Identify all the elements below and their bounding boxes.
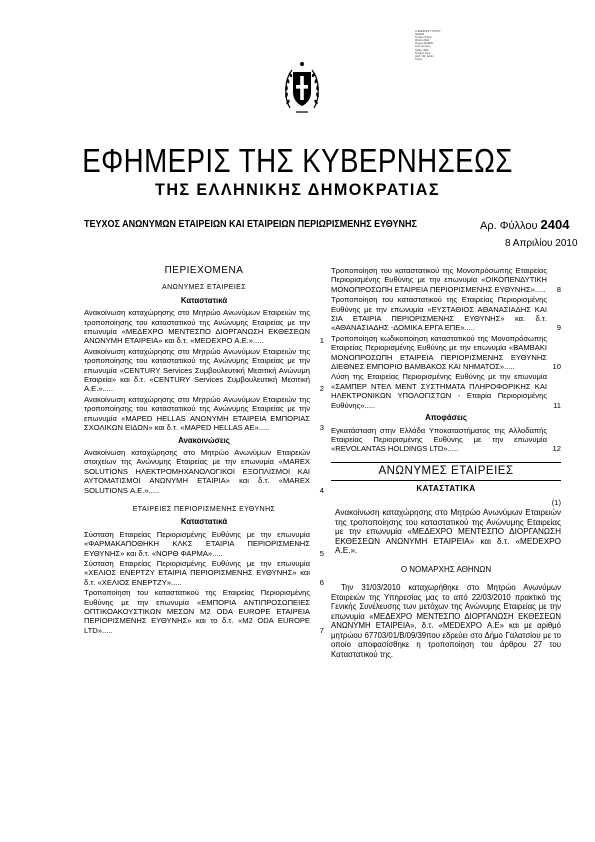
print-info-notes [415, 30, 475, 61]
toc-entry-text: Ανακοίνωση καταχώρησης στο Μητρώο Ανωνύμων Εταιρειών στοιχείων της Ανώνυμης Εταιρείας με την επωνυμία «MAREX SOLUTIONS ΗΛΕΚΤΡΟΜΗΧΑΝΟΛΟΓΙΚΟΙ ΕΞΟΠΛΙΣΜΟΙ ΚΑΙ ΑΥΤΟΜΑΤΙΣΜΟΙ ΑΝΩΝΥΜΗ ΕΤΑΙΡΙΑ» και δ.τ. «MAREX SOLUTIONS Α.Ε.»..... [84, 447, 310, 495]
toc-left-column [84, 266, 324, 636]
toc-entry-page: 1 [319, 336, 324, 346]
toc-entry-page: 10 [552, 362, 561, 372]
article-paragraph: Την 31/03/2010 καταχωρήθηκε στο Μητρώο Ανωνύμων Εταιρειών της Υπηρεσίας μας το από 22/03/2010 πρακτικό της Γενικής Συνέλευσης των μετόχων της Ανώνυμης Εταιρείας με την επωνυμία «ΜΕΔΕΧΡΟ ΜΕΝΤΕΣΠΟ ΔΙΟΡΓΑΝΩΣΗ ΕΚΘΕΣΕΩΝ ΑΝΩΝΥΜΗ ΕΤΑΙΡΕΙΑ», δ.τ. «MEDEXPO Α.Ε» και με αριθμό μητρώου 67703/01/Β/09/39που εδρεύει στο Δήμο Γαλατσίου με το οποίο αποφασίσθηκε η τροποποίηση του άρθρου 27 του Καταστατικού της. [331, 583, 561, 659]
toc-entry[interactable] [84, 448, 324, 495]
toc-entry-text: Τροποποίηση του καταστατικού της Μονοπρόσωπης Εταιρείας Περιορισμένης Ευθύνης με την επωνυμία «ΟΙΚΟΠΕΝΔΥΤΙΚΗ ΜΟΝΟΠΡΟΣΩΠΗ ΕΤΑΙΡΕΙΑ ΠΕΡΙΟΡΙΣΜΕΝΗΣ ΕΥΘΥΝΗΣ»..... [331, 266, 547, 294]
article-title: Ανακοίνωση καταχώρησης στο Μητρώο Ανωνύμων Εταιρειών της τροποποίησης του καταστατικού της Ανώνυμης Εταιρείας με την επωνυμία «ΜΕΔΕΧΡΟ ΜΕΝΤΕΣΠΟ ΔΙΟΡΓΑΝΩΣΗ ΕΚΘΕΣΕΩΝ ΑΝΩΝΥΜΗ ΕΤΑΙΡΕΙΑ» και δ.τ. «MEDEXPO Α.Ε.». [335, 507, 561, 556]
toc-entry-page: 5 [319, 548, 324, 558]
toc-entry-text: Ανακοίνωση καταχώρησης στο Μητρώο Ανωνύμων Εταιρειών της τροποποίησης του καταστατικού της Ανώνυμης Εταιρείας με την επωνυμία «ΜΕΔΕΧΡΟ ΜΕΝΤΕΣΠΟ ΔΙΟΡΓΑΝΩΣΗ ΕΚΘΕΣΕΩΝ ΑΝΩΝΥΜΗ ΕΤΑΙΡΕΙΑ» και δ.τ. «MEDEXPO Α.Ε.»..... [84, 308, 310, 346]
toc-entry-text: Σύσταση Εταιρείας Περιορισμένης Ευθύνης με την επωνυμία «ΦΑΡΜΑΚΑΠΟΘΗΚΗ ΚΛΚΣ ΕΤΑΙΡΙΑ ΠΕΡΙΟΡΙΣΜΕΝΗΣ ΕΥΘΥΝΗΣ» και δ.τ. «ΝΟΡΘ ΦΑΡΜΑ»..... [84, 529, 310, 558]
print-info-line: Αριθμ. ΦΕΚ [415, 48, 429, 52]
toc-entry-page: 2 [319, 384, 324, 394]
print-info-line: Τεύχος ΑΕ-ΕΠΕ [415, 42, 434, 46]
toc-entry-page: 11 [553, 400, 561, 410]
toc-entry-text: Ανακοίνωση καταχώρησης στο Μητρώο Ανωνύμων Εταιρειών της τροποποίησης του καταστατικού της Ανώνυμης Εταιρείας με την επωνυμία «CENTURY Services Συμβουλευτική Μεσιτική Ανώνυμη Εταιρεία» και δ.τ. «CENTURY Services Συμβουλευτική Μεσιτική Α.Ε.»..... [84, 346, 310, 394]
toc-sub-anakoinoseis: Ανακοινώσεις [178, 435, 230, 445]
toc-entry-page: 7 [319, 625, 324, 635]
toc-entry-page: 9 [556, 323, 561, 333]
toc-entry-page: 8 [556, 284, 561, 294]
toc-sub-katastatika-epe: Καταστατικά [180, 517, 228, 527]
right-column [331, 266, 561, 659]
toc-entry[interactable] [331, 295, 561, 333]
gazette-title: ΕΦΗΜΕΡΙΣ ΤΗΣ ΚΥΒΕΡΝΗΣΕΩΣ [82, 142, 513, 179]
toc-entry[interactable] [331, 334, 561, 372]
authority-heading: Ο ΝΟΜΑΡΧΗΣ ΑΘΗΝΩΝ [400, 564, 492, 574]
toc-entry[interactable] [331, 266, 561, 294]
toc-entry[interactable] [84, 347, 324, 394]
toc-entry[interactable] [84, 588, 324, 635]
toc-entry[interactable] [331, 372, 561, 410]
issue-type: ΤΕΥΧΟΣ ΑΝΩΝΥΜΩΝ ΕΤΑΙΡΕΙΩΝ ΚΑΙ ΕΤΑΙΡΕΙΩΝ ΠΕΡΙΩΡΙΣΜΕΝΗΣ ΕΥΘΥΝΗΣ [84, 219, 417, 230]
print-info-line: Φύλλο 2404 [415, 39, 429, 43]
toc-entry[interactable] [84, 559, 324, 587]
gazette-subtitle: ΤΗΣ ΕΛΛΗΝΙΚΗΣ ΔΗΜΟΚΡΑΤΙΑΣ [155, 180, 440, 199]
toc-entry-text: Εγκατάσταση στην Ελλάδα Υποκαταστήματος της Αλλοδαπής Εταιρείας Περιορισμένης Ευθύνης με την επωνυμία «REVOLANTAS HOLDINGS LTD»..... [331, 425, 547, 454]
greek-coat-of-arms-icon [282, 58, 322, 116]
toc-entry-text: Τροποποίηση κωδικοποίηση καταστατικού της Μονοπρόσωπης Εταιρείας Περιορισμένης Ευθύνης με την επωνυμία «ΒΑΜΒΑΚΙ ΜΟΝΟΠΡΟΣΩΠΗ ΕΤΑΙΡΕΙΑ ΠΕΡΙΟΡΙΣΜΕΝΗΣ ΕΥΘΥΝΗΣ ΔΙΕΘΝΕΣ ΕΜΠΟΡΙΟ ΒΑΜΒΑΚΟΣ ΚΑΙ ΝΗΜΑΤΟΣ»..... [331, 333, 547, 372]
print-info-line: Ο ΕΘΝΙΚΟΣ ΤΥΠΟΓΡ. [415, 30, 441, 33]
toc-entry[interactable] [84, 530, 324, 558]
sheet-number [480, 217, 569, 232]
print-info-line: ΑΘΗΝΑ [415, 33, 425, 37]
toc-entry-page: 3 [319, 423, 324, 433]
print-info-line: Γραφείο Πωλ. [415, 51, 431, 55]
toc-section-epe: ΕΤΑΙΡΕΙΕΣ ΠΕΡΙΟΡΙΣΜΕΝΗΣ ΕΥΘΥΝΗΣ [132, 505, 276, 513]
toc-entry-text: Ανακοίνωση καταχώρησης στο Μητρώο Ανωνύμων Εταιρειών της τροποποίησης του καταστατικού της Ανώνυμης Εταιρείας με την επωνυμία «MAPED HELLAS ΑΝΩΝΥΜΗ ΕΤΑΙΡΕΙΑ ΕΜΠΟΡΙΑΣ ΣΧΟΛΙΚΩΝ ΕΙΔΩΝ» και δ.τ. «MAPED HELLAS AE»..... [84, 394, 310, 433]
print-info-line: Τιμή εντύπου [415, 45, 431, 49]
article-number: (1) [551, 497, 561, 507]
section-divider [331, 462, 561, 463]
body-section-heading: ΑΝΩΝΥΜΕΣ ΕΤΑΙΡΕΙΕΣ [378, 464, 514, 477]
toc-entry[interactable] [331, 426, 561, 454]
toc-heading: ΠΕΡΙΕΧΟΜΕΝΑ [164, 265, 244, 276]
print-info-line: Αριθ. Ταξ. Δ/νση [415, 54, 434, 58]
toc-sub-katastatika: Καταστατικά [180, 295, 228, 305]
toc-sub-apofaseis: Αποφάσεις [425, 413, 467, 423]
sheet-label: Αρ. Φύλλου [480, 220, 538, 232]
sheet-number-value: 2404 [540, 217, 570, 232]
print-info-line: Τηλεφ. [415, 57, 423, 61]
toc-entry-text: Τροποποίηση του καταστατικού της Εταιρείας Περιορισμένης Ευθύνης με την επωνυμία «ΕΥΣΤΑΘΙΟΣ ΑΘΑΝΑΣΙΑΔΗΣ ΚΑΙ ΣΙΑ ΕΤΑΙΡΙΑ ΠΕΡΙΟΡΙΣΜΕΝΗΣ ΕΥΘΥΝΗΣ» κα. δ.τ. «ΑΘΑΝΑΣΙΑΔΗΣ -ΔΟΜΙΚΑ ΕΡΓΑ ΕΠΕ»..... [331, 295, 547, 333]
section-divider [331, 480, 561, 481]
print-info-line: Τετάρτη 8 Απρ. [415, 36, 433, 40]
toc-entry-page: 4 [319, 485, 324, 495]
toc-entry-page: 12 [552, 444, 561, 454]
toc-section-ae: ΑΝΩΝΥΜΕΣ ΕΤΑΙΡΕΙΕΣ [162, 284, 246, 292]
body-sub-heading: ΚΑΤΑΣΤΑΤΙΚΑ [416, 484, 476, 494]
toc-entry-page: 6 [319, 577, 324, 587]
toc-entry-text: Τροποποίηση του καταστατικού της Εταιρείας Περιορισμένης Ευθύνης με την επωνυμία «ΕΜΠΟΡΙΑ ΑΝΤΙΠΡΟΣΩΠΕΙΕΣ ΟΠΤΙΚΟΑΚΟΥΣΤΙΚΩΝ ΜΕΣΩΝ Μ2 ODA EUROPE ΕΤΑΙΡΕΙΑ ΠΕΡΙΟΡΙΣΜΕΝΗΣ ΕΥΘΥΝΗΣ» και το δ.τ. «Μ2 ODA EUROPE LTD»..... [84, 588, 310, 635]
toc-entry-text: Λύση της Εταιρείας Περιορισμένης Ευθύνης με την επωνυμία «ΣΑΜΠΕΡ ΝΤΕΛ ΜΕΝΤ ΣΥΣΤΗΜΑΤΑ ΠΛΗΡΟΦΟΡΙΚΗΣ ΚΑΙ ΗΛΕΚΤΡΟΝΙΚΩΝ ΥΠΟΛΟΓΙΣΤΩΝ - Εταιρία Περιορισμένης Ευθύνης»..... [331, 372, 547, 410]
toc-entry[interactable] [84, 308, 324, 346]
toc-entry[interactable] [84, 395, 324, 433]
issue-date: 8 Απριλίου 2010 [505, 238, 578, 249]
toc-entry-text: Σύσταση Εταιρείας Περιορισμένης Ευθύνης με την επωνυμία «ΧΕΛΙΟΣ ΕΝΕΡΤΖΥ ΕΤΑΙΡΙΑ ΠΕΡΙΟΡΙΣΜΕΝΗΣ ΕΥΘΥΝΗΣ» και δ.τ. «ΧΕΛΙΟΣ ΕΝΕΡΤΖΥ»..... [84, 558, 310, 587]
